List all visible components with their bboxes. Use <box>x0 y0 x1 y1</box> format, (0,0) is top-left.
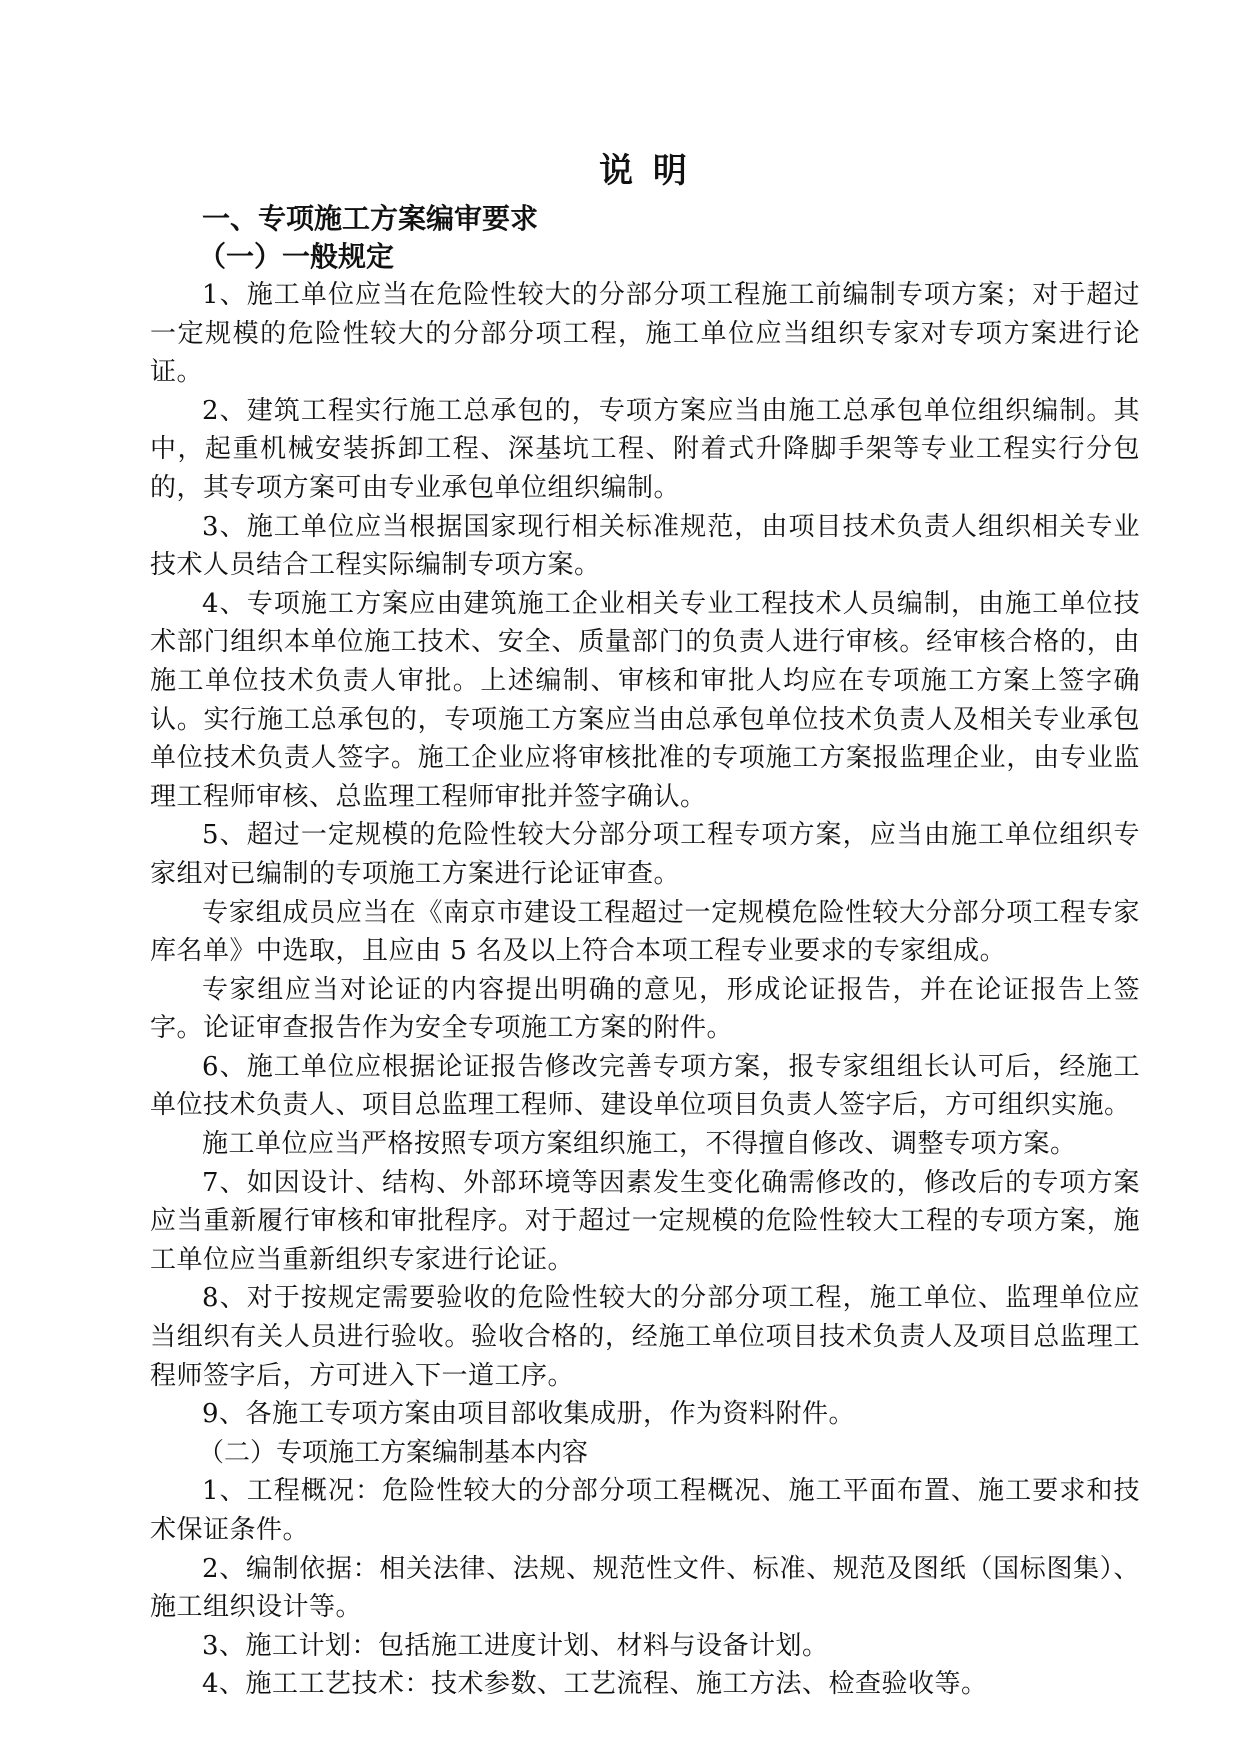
paragraph: 1、施工单位应当在危险性较大的分部分项工程施工前编制专项方案；对于超过一定规模的危险性较大的分部分项工程，施工单位应当组织专家对专项方案进行论证。 <box>150 280 1140 388</box>
paragraph: 4、施工工艺技术：技术参数、工艺流程、施工方法、检查验收等。 <box>202 1669 988 1700</box>
paragraph: 6、施工单位应根据论证报告修改完善专项方案，报专家组组长认可后，经施工单位技术负责人、项目总监理工程师、建设单位项目负责人签字后，方可组织实施。 <box>150 1051 1140 1121</box>
subsection-heading-2: （二）专项施工方案编制基本内容 <box>198 1437 589 1468</box>
paragraph: 9、各施工专项方案由项目部收集成册，作为资料附件。 <box>202 1399 856 1430</box>
document-page <box>150 150 1140 1704</box>
paragraph: 施工单位应当严格按照专项方案组织施工，不得擅自修改、调整专项方案。 <box>202 1129 1077 1160</box>
paragraph: 3、施工单位应当根据国家现行相关标准规范，由项目技术负责人组织相关专业技术人员结合工程实际编制专项方案。 <box>150 511 1140 581</box>
paragraph: 专家组应当对论证的内容提出明确的意见，形成论证报告，并在论证报告上签字。论证审查报告作为安全专项施工方案的附件。 <box>150 974 1140 1044</box>
paragraph: 8、对于按规定需要验收的危险性较大的分部分项工程，施工单位、监理单位应当组织有关人员进行验收。验收合格的，经施工单位项目技术负责人及项目总监理工程师签字后，方可进入下一道工序。 <box>150 1283 1140 1391</box>
section-heading-1: 一、专项施工方案编审要求 <box>202 202 539 235</box>
paragraph: 4、专项施工方案应由建筑施工企业相关专业工程技术人员编制，由施工单位技术部门组织本单位施工技术、安全、质量部门的负责人进行审核。经审核合格的，由施工单位技术负责人审批。上述编制、审核和审批人均应在专项施工方案上签字确认。实行施工总承包的，专项施工方案应当由总承包单位技术负责人及相关专业承包单位技术负责人签字。施工企业应将审核批准的专项施工方案报监理企业，由专业监理工程师审核、总监理工程师审批并签字确认。 <box>150 588 1140 812</box>
paragraph: 2、编制依据：相关法律、法规、规范性文件、标准、规范及图纸（国标图集）、施工组织设计等。 <box>150 1553 1140 1623</box>
paragraph: 专家组成员应当在《南京市建设工程超过一定规模危险性较大分部分项工程专家库名单》中选取，且应由 5 名及以上符合本项工程专业要求的专家组成。 <box>150 897 1140 967</box>
page-title: 说 明 <box>599 151 691 191</box>
paragraph: 2、建筑工程实行施工总承包的，专项方案应当由施工总承包单位组织编制。其中，起重机械安装拆卸工程、深基坑工程、附着式升降脚手架等专业工程实行分包的，其专项方案可由专业承包单位组织编制。 <box>150 395 1140 503</box>
paragraph: 1、工程概况：危险性较大的分部分项工程概况、施工平面布置、施工要求和技术保证条件。 <box>150 1476 1140 1545</box>
paragraph: 7、如因设计、结构、外部环境等因素发生变化确需修改的，修改后的专项方案应当重新履行审核和审批程序。对于超过一定规模的危险性较大工程的专项方案，施工单位应当重新组织专家进行论证。 <box>150 1167 1140 1275</box>
subsection-heading-1: （一）一般规定 <box>198 240 395 273</box>
paragraph: 5、超过一定规模的危险性较大分部分项工程专项方案，应当由施工单位组织专家组对已编制的专项施工方案进行论证审查。 <box>150 820 1140 889</box>
paragraph: 3、施工计划：包括施工进度计划、材料与设备计划。 <box>202 1630 829 1661</box>
